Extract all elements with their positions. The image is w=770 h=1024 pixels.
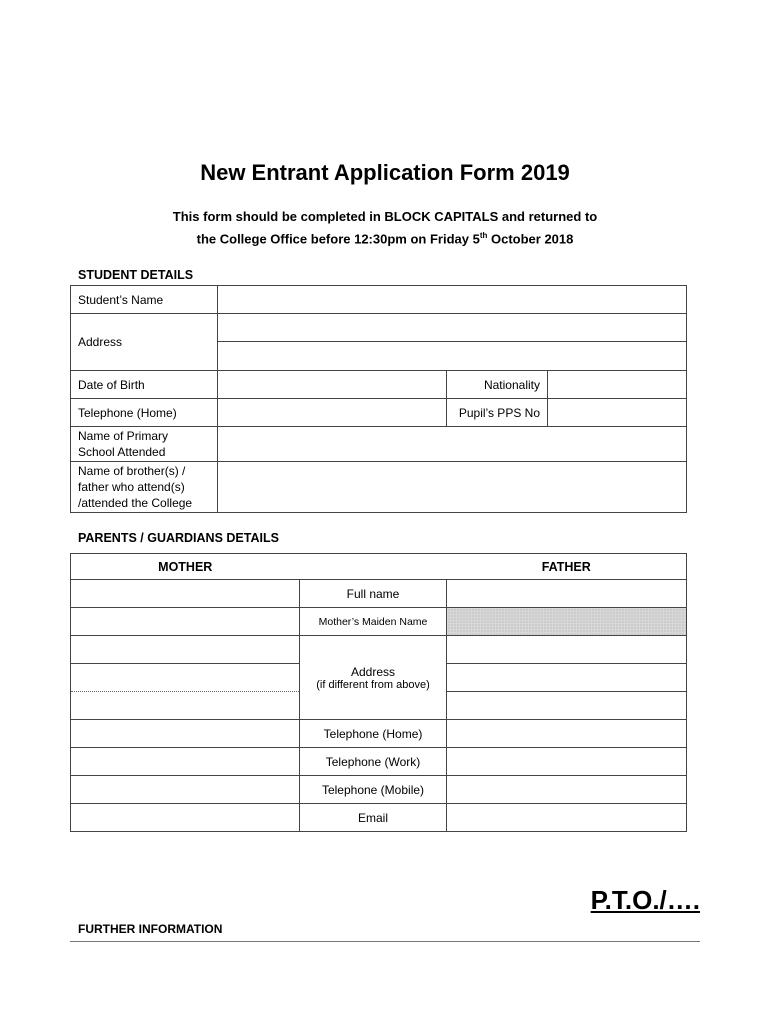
- pps-number-field[interactable]: [548, 399, 687, 427]
- father-address-line-1-field[interactable]: [447, 636, 687, 664]
- page-title: New Entrant Application Form 2019: [200, 160, 570, 185]
- primary-school-label: [71, 427, 218, 462]
- address-line-1-field[interactable]: [218, 314, 687, 342]
- primary-school-label-line-1: Name of Primary: [78, 429, 169, 443]
- mother-address-line-2-field[interactable]: [71, 664, 300, 692]
- student-name-field[interactable]: [218, 286, 687, 314]
- nationality-field[interactable]: [548, 371, 687, 399]
- sibling-label: [71, 462, 218, 513]
- primary-school-label-line-2: School Attended: [78, 445, 166, 459]
- mother-column-header: MOTHER: [71, 554, 300, 580]
- father-maiden-name-shaded-cell: [447, 608, 687, 636]
- full-name-label: Full name: [300, 580, 447, 608]
- sibling-label-line-2: father who attend(s): [78, 480, 185, 494]
- mother-maiden-name-field[interactable]: [71, 608, 300, 636]
- student-details-heading: STUDENT DETAILS: [78, 268, 194, 282]
- father-address-line-3-field[interactable]: [447, 692, 687, 720]
- ordinal-suffix: th: [479, 231, 488, 240]
- mother-telephone-home-field[interactable]: [71, 720, 300, 748]
- parents-details-heading: PARENTS / GUARDIANS DETAILS: [78, 531, 279, 545]
- sibling-label-line-1: Name of brother(s) /: [78, 464, 186, 478]
- parent-address-label: [300, 636, 447, 720]
- mother-address-line-1-field[interactable]: [71, 636, 300, 664]
- sibling-label-line-3: /attended the College: [78, 496, 193, 510]
- instructions-line-1: This form should be completed in BLOCK CAPITALS and returned to: [172, 209, 598, 224]
- parents-details-table: [70, 553, 687, 832]
- telephone-mobile-label: Telephone (Mobile): [300, 776, 447, 804]
- father-telephone-work-field[interactable]: [447, 748, 687, 776]
- mother-telephone-mobile-field[interactable]: [71, 776, 300, 804]
- telephone-home-parent-label: Telephone (Home): [300, 720, 447, 748]
- primary-school-field[interactable]: [218, 427, 687, 462]
- instructions-line-2-end: October 2018: [487, 231, 574, 247]
- email-label: Email: [300, 804, 447, 832]
- father-email-field[interactable]: [447, 804, 687, 832]
- nationality-label: Nationality: [447, 371, 548, 399]
- student-name-label: Student’s Name: [71, 286, 218, 314]
- mother-full-name-field[interactable]: [71, 580, 300, 608]
- mother-telephone-work-field[interactable]: [71, 748, 300, 776]
- telephone-home-field[interactable]: [218, 399, 447, 427]
- telephone-home-label: Telephone (Home): [71, 399, 218, 427]
- parent-address-label-main: Address: [350, 664, 396, 679]
- address-line-2-field[interactable]: [218, 342, 687, 371]
- sibling-field[interactable]: [218, 462, 687, 513]
- instructions-line-2: [0, 226, 770, 248]
- father-telephone-home-field[interactable]: [447, 720, 687, 748]
- father-telephone-mobile-field[interactable]: [447, 776, 687, 804]
- maiden-name-label: Mother’s Maiden Name: [300, 608, 447, 636]
- dob-field[interactable]: [218, 371, 447, 399]
- father-column-header: FATHER: [447, 554, 687, 580]
- instructions-line-2-start: the College Office before 12:30pm on Friday 5: [196, 231, 480, 247]
- father-full-name-field[interactable]: [447, 580, 687, 608]
- pps-number-label: Pupil’s PPS No: [447, 399, 548, 427]
- address-label: Address: [71, 314, 218, 371]
- further-information-rule: [70, 941, 700, 942]
- further-information-heading: FURTHER INFORMATION: [78, 922, 223, 936]
- parent-address-sub-label: (if different from above): [316, 678, 430, 691]
- instructions: [0, 207, 770, 248]
- father-address-line-2-field[interactable]: [447, 664, 687, 692]
- student-details-table: [70, 285, 687, 513]
- mother-address-line-3-field[interactable]: [71, 692, 300, 720]
- dob-label: Date of Birth: [71, 371, 218, 399]
- mother-email-field[interactable]: [71, 804, 300, 832]
- telephone-work-label: Telephone (Work): [300, 748, 447, 776]
- please-turn-over: P.T.O./….: [590, 885, 700, 915]
- header-spacer: [300, 554, 447, 580]
